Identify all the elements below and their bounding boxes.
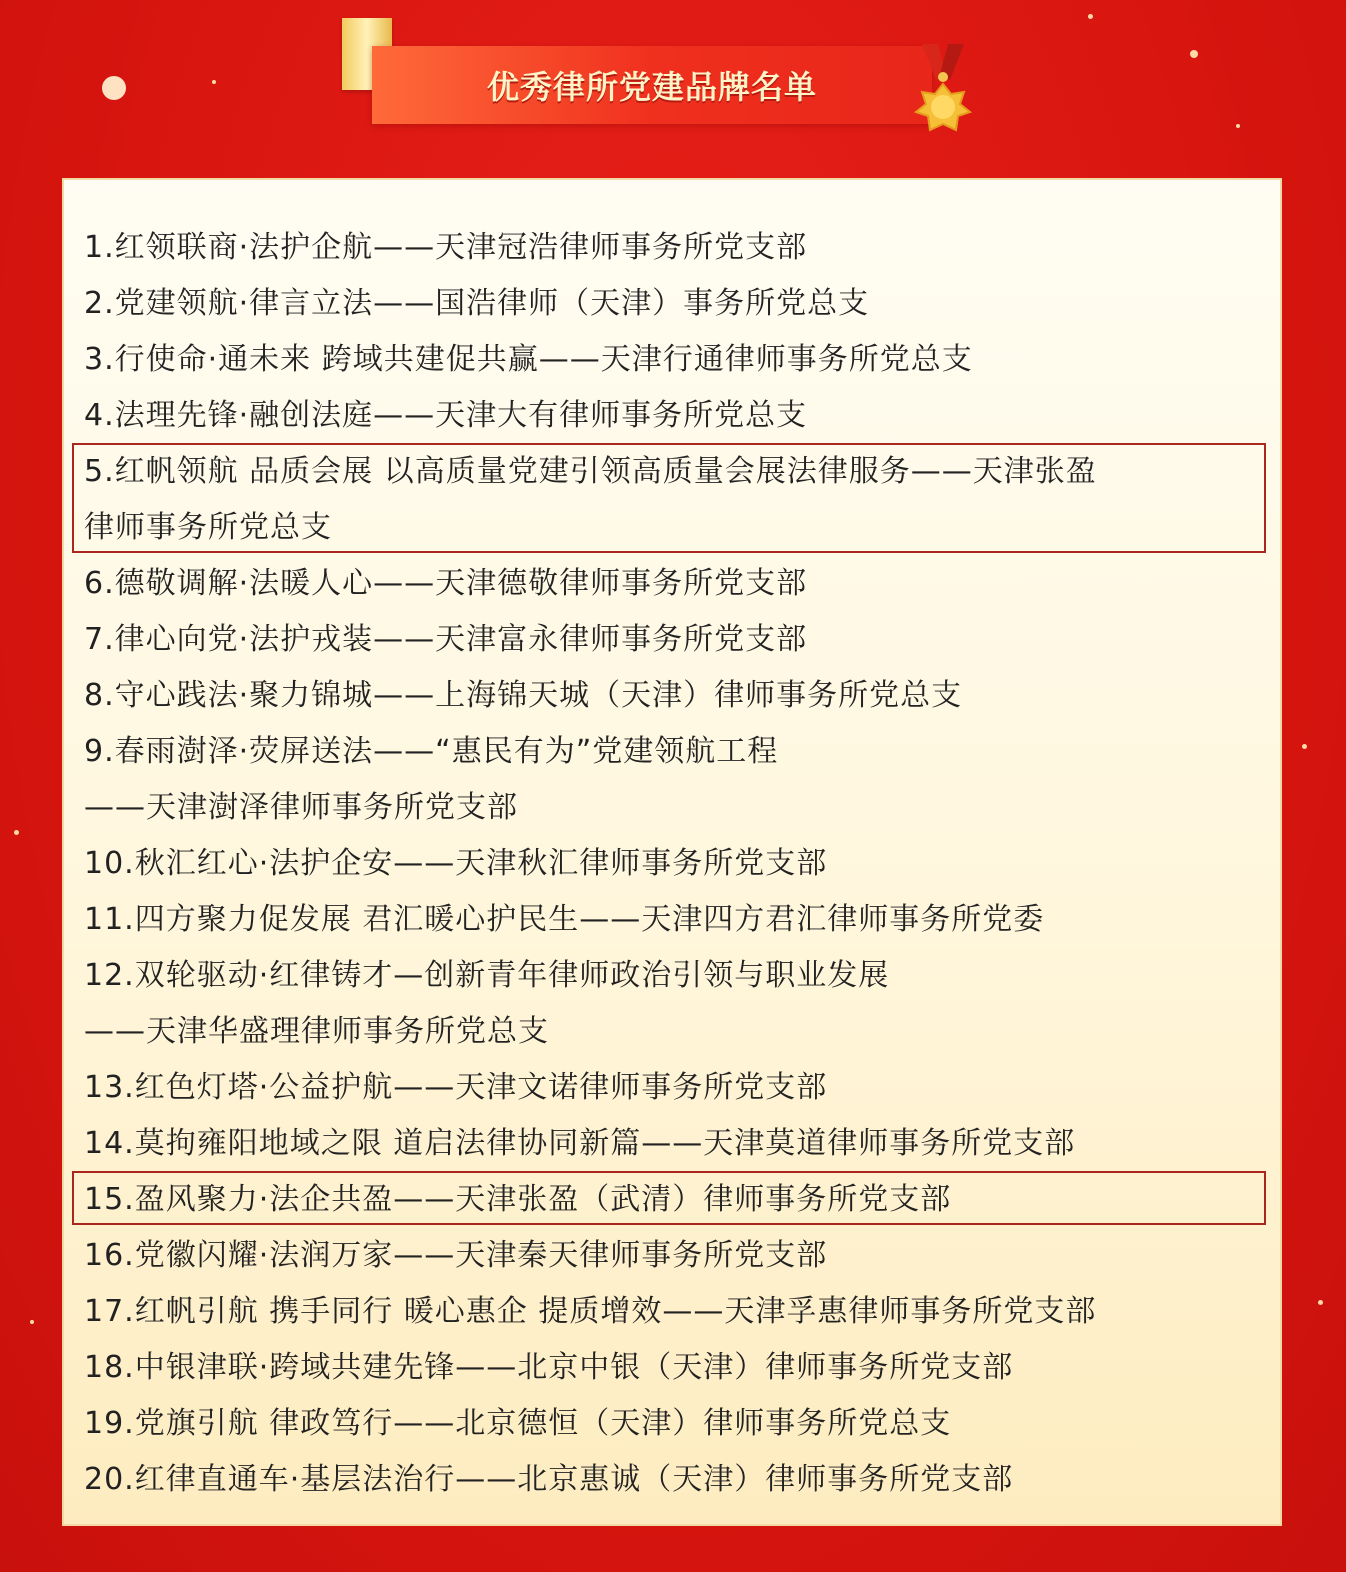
list-item: 6.德敬调解·法暖人心——天津德敬律师事务所党支部 xyxy=(84,566,808,601)
list-item: 7.律心向党·法护戎装——天津富永律师事务所党支部 xyxy=(84,622,808,657)
list-item: 20.红律直通车·基层法治行——北京惠诚（天津）律师事务所党支部 xyxy=(84,1462,1014,1497)
list-item: 3.行使命·通未来 跨域共建促共赢——天津行通律师事务所党总支 xyxy=(84,342,973,377)
list-item-continuation: 律师事务所党总支 xyxy=(84,510,332,545)
medal-icon xyxy=(908,44,978,138)
decor-dot xyxy=(102,76,126,100)
title-ribbon xyxy=(372,46,932,124)
list-item-continuation: ——天津华盛理律师事务所党总支 xyxy=(84,1014,549,1049)
list-item: 12.双轮驱动·红律铸才—创新青年律师政治引领与职业发展 xyxy=(84,958,890,993)
page-title: 优秀律所党建品牌名单 xyxy=(486,68,817,106)
list-item: 4.法理先锋·融创法庭——天津大有律师事务所党总支 xyxy=(84,398,808,433)
list-item: 9.春雨澍泽·荧屏送法——“惠民有为”党建领航工程 xyxy=(84,734,779,769)
list-item: 1.红领联商·法护企航——天津冠浩律师事务所党支部 xyxy=(84,230,808,265)
decor-dot xyxy=(30,1320,34,1324)
header-banner xyxy=(340,18,980,138)
list-item: 18.中银津联·跨域共建先锋——北京中银（天津）律师事务所党支部 xyxy=(84,1350,1014,1385)
list-item: 15.盈风聚力·法企共盈——天津张盈（武清）律师事务所党支部 xyxy=(84,1182,952,1217)
list-item: 16.党徽闪耀·法润万家——天津秦天律师事务所党支部 xyxy=(84,1238,828,1273)
decor-dot xyxy=(1302,744,1307,749)
list-item: 5.红帆领航 品质会展 以高质量党建引领高质量会展法律服务——天津张盈 xyxy=(84,454,1097,489)
list-item: 11.四方聚力促发展 君汇暖心护民生——天津四方君汇律师事务所党委 xyxy=(84,902,1045,937)
list-item: 2.党建领航·律言立法——国浩律师（天津）事务所党总支 xyxy=(84,286,870,321)
list-item: 13.红色灯塔·公益护航——天津文诺律师事务所党支部 xyxy=(84,1070,828,1105)
decor-dot xyxy=(212,80,216,84)
decor-dot xyxy=(1088,14,1093,19)
decor-dot xyxy=(1190,50,1198,58)
decor-dot xyxy=(14,830,19,835)
list-item: 8.守心践法·聚力锦城——上海锦天城（天津）律师事务所党总支 xyxy=(84,678,963,713)
list-card xyxy=(64,180,1280,1524)
decor-dot xyxy=(1318,1300,1323,1305)
decor-dot xyxy=(1236,124,1240,128)
list-item-continuation: ——天津澍泽律师事务所党支部 xyxy=(84,790,518,825)
list-item: 19.党旗引航 律政笃行——北京德恒（天津）律师事务所党总支 xyxy=(84,1406,952,1441)
list-item: 10.秋汇红心·法护企安——天津秋汇律师事务所党支部 xyxy=(84,846,828,881)
list-item: 14.莫拘雍阳地域之限 道启法律协同新篇——天津莫道律师事务所党支部 xyxy=(84,1126,1076,1161)
list-item: 17.红帆引航 携手同行 暖心惠企 提质增效——天津孚惠律师事务所党支部 xyxy=(84,1294,1097,1329)
brand-list xyxy=(84,220,1264,1508)
